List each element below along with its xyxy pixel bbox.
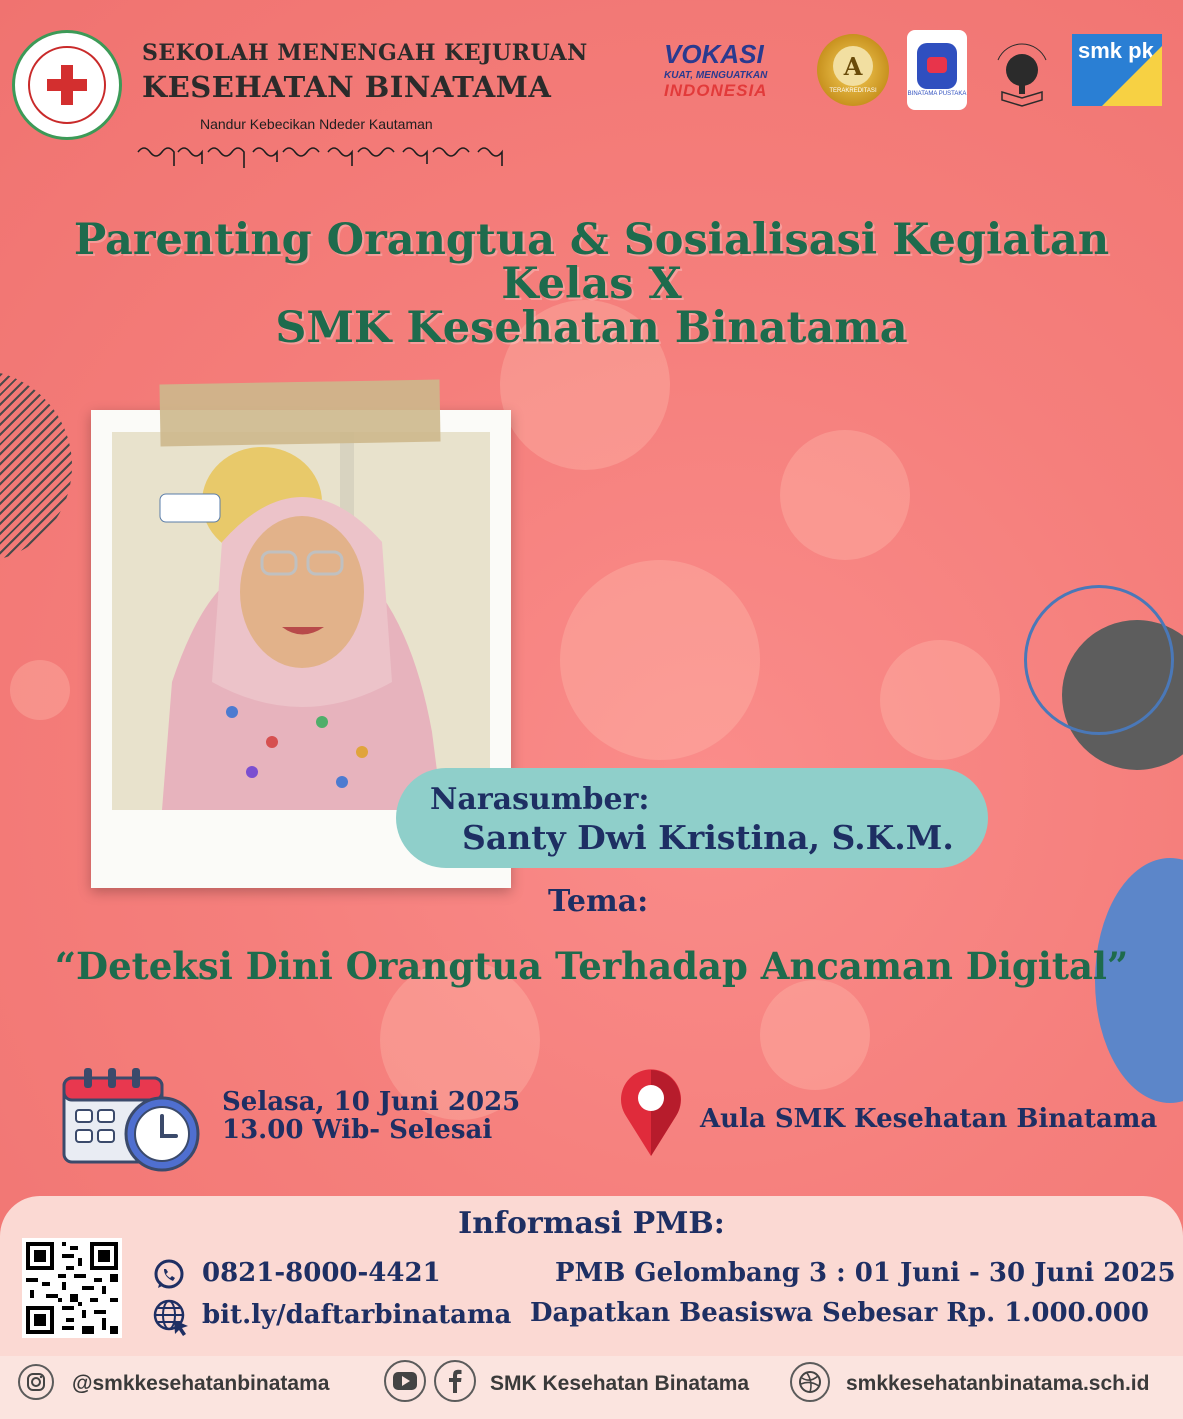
adiwiyata-badge: [988, 30, 1056, 110]
school-name-line1: SEKOLAH MENENGAH KEJURUAN: [142, 40, 588, 66]
accreditation-badge: [808, 30, 898, 110]
speaker-photo: [112, 432, 490, 810]
vokasi-subtitle: KUAT, MENGUATKAN: [664, 70, 768, 81]
event-location: Aula SMK Kesehatan Binatama: [700, 1104, 1158, 1134]
title-line2: Kelas X: [501, 259, 682, 309]
title-line1: Parenting Orangtua & Sosialisasi Kegiatan: [73, 215, 1110, 265]
event-time: 13.00 Wib- Selesai: [222, 1115, 493, 1145]
school-name-line2: KESEHATAN BINATAMA: [142, 70, 552, 104]
smkpk-badge: [1072, 34, 1162, 106]
vokasi-badge: [664, 30, 784, 110]
bokeh-circle: [760, 980, 870, 1090]
pustaka-logo-icon: [917, 43, 957, 89]
pmb-scholarship: Dapatkan Beasiswa Sebesar Rp. 1.000.000: [530, 1298, 1149, 1328]
event-title: [0, 215, 1183, 353]
title-line3: SMK Kesehatan Binatama: [275, 303, 908, 353]
calendar-clock-icon: [62, 1066, 202, 1172]
pmb-phone[interactable]: 0821-8000-4421: [202, 1258, 441, 1288]
qr-code-icon[interactable]: [22, 1238, 122, 1338]
youtube-icon[interactable]: [384, 1360, 426, 1402]
footer-instagram[interactable]: @smkkesehatanbinatama: [72, 1372, 330, 1395]
bokeh-circle: [780, 430, 910, 560]
vokasi-title: VOKASI: [664, 39, 764, 69]
event-date: Selasa, 10 Juni 2025: [222, 1087, 521, 1117]
pustaka-badge: [907, 30, 967, 110]
theme-label: Tema:: [548, 884, 649, 919]
whatsapp-icon: [152, 1258, 186, 1292]
speaker-label: Narasumber:: [430, 782, 650, 817]
accreditation-grade: A: [833, 46, 873, 86]
speaker-name: Santy Dwi Kristina, S.K.M.: [462, 818, 954, 857]
school-motto: Nandur Kebecikan Ndeder Kautaman: [200, 116, 433, 132]
theme-text: “Deteksi Dini Orangtua Terhadap Ancaman Digital”: [54, 944, 1129, 988]
school-crest-icon: [12, 30, 122, 140]
medal-icon: [817, 34, 889, 106]
location-pin-icon: [618, 1066, 684, 1158]
footer-channel[interactable]: SMK Kesehatan Binatama: [490, 1372, 750, 1395]
striped-circle-decoration: [0, 370, 72, 562]
bokeh-circle: [560, 560, 760, 760]
bokeh-circle: [10, 660, 70, 720]
instagram-icon[interactable]: [18, 1364, 54, 1400]
facebook-icon[interactable]: [434, 1360, 476, 1402]
vokasi-country: INDONESIA: [664, 81, 768, 100]
pustaka-label: BINATAMA PUSTAKA: [907, 90, 967, 97]
pmb-title: Informasi PMB:: [458, 1206, 725, 1241]
blue-ring-decoration: [1024, 585, 1174, 735]
globe-cursor-icon: [152, 1298, 192, 1338]
pmb-wave: PMB Gelombang 3 : 01 Juni - 30 Juni 2025: [555, 1258, 1176, 1288]
footer-website[interactable]: smkkesehatanbinatama.sch.id: [846, 1372, 1150, 1395]
bokeh-circle: [880, 640, 1000, 760]
adiwiyata-tree-icon: [988, 30, 1056, 110]
pmb-link[interactable]: bit.ly/daftarbinatama: [202, 1300, 512, 1330]
smkpk-label: smk pk: [1078, 38, 1154, 63]
accreditation-label: TERAKREDITASI: [829, 88, 877, 94]
javanese-script-icon: [133, 138, 508, 174]
tape-decoration: [159, 380, 440, 447]
website-icon[interactable]: [790, 1362, 830, 1402]
